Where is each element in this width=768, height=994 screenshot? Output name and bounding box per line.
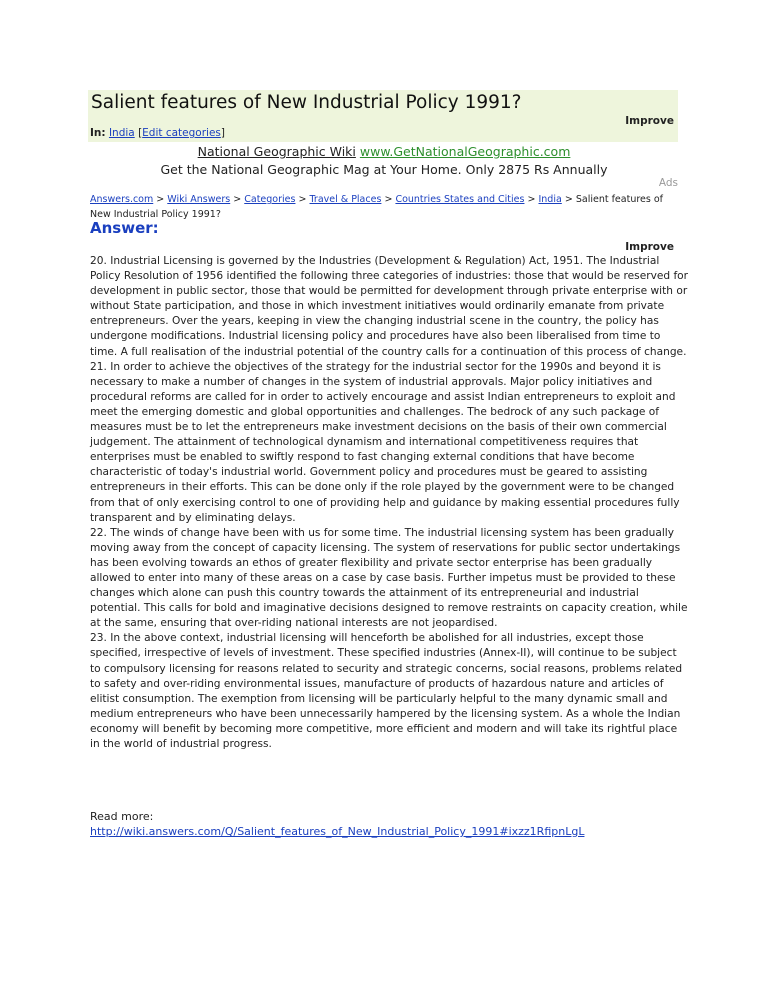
answer-paragraph: 22. The winds of change have been with us for some time. The industrial licensing system has been gradually moving away from the concept of capacity licensing. The system of reservations for public sector undertakings has been evolving towards an ethos of greater flexibility and private sector enterprise has been gradually allowed to enter into many of these areas on a case by case basis. Further impetus must be provided to these changes which alone can push this country towards the attainment of its entrepreneurial and industrial potential. This calls for bold and imaginative decisions designed to remove restraints on capacity creation, while at the same, ensuring that over-riding national interests are not jeopardised. (90, 526, 688, 630)
breadcrumb-separator: > (233, 194, 242, 205)
answer-body (90, 254, 690, 752)
ad-title-link[interactable]: National Geographic Wiki (197, 144, 356, 159)
ads-label[interactable]: Ads (658, 177, 678, 189)
question-title: Salient features of New Industrial Policy 1991? (91, 92, 522, 113)
breadcrumb-item-countries-states-cities[interactable]: Countries States and Cities (395, 194, 525, 205)
breadcrumb-item-wiki-answers[interactable]: Wiki Answers (167, 194, 231, 205)
improve-question-link[interactable]: Improve (625, 115, 674, 127)
ad-headline (0, 144, 768, 159)
breadcrumb-item-answers-com[interactable]: Answers.com (90, 194, 154, 205)
improve-answer-link[interactable]: Improve (625, 241, 674, 253)
answer-paragraph: 23. In the above context, industrial licensing will henceforth be abolished for all industries, except those specified, irrespective of levels of investment. These specified industries (Annex-II), will continue to be subject to compulsory licensing for reasons related to security and strategic concerns, social reasons, problems related to safety and over-riding environmental issues, manufacture of products of hazardous nature and articles of elitist consumption. The exemption from licensing will be particularly helpful to the many dynamic small and medium entrepreneurs who have been unnecessarily hampered by the licensing system. As a whole the Indian economy will benefit by becoming more competitive, more efficient and modern and will take its rightful place in the world of industrial progress. (90, 632, 683, 750)
category-link-india[interactable]: India (108, 127, 135, 139)
bracket-close: ] (220, 127, 225, 139)
ad-url-link[interactable]: www.GetNationalGeographic.com (359, 144, 571, 159)
answer-paragraph: 21. In order to achieve the objectives of the strategy for the industrial sector for the 1990s and beyond it is necessary to make a number of changes in the system of industrial approvals. Major policy initiatives and procedural reforms are called for in order to actively encourage and assist Indian entrepreneurs to exploit and meet the emerging domestic and global opportunities and challenges. The bedrock of any such package of measures must be to let the entrepreneurs make investment decisions on the basis of their own commercial judgement. The attainment of technological dynamism and international competitiveness requires that enterprises must be enabled to swiftly respond to fast changing external conditions that have become characteristic of today's industrial world. Government policy and procedures must be geared to assisting entrepreneurs in their efforts. This can be done only if the role played by the government were to be changed from that of only exercising control to one of providing help and guidance by making essential procedures fully transparent and by eliminating delays. (90, 360, 680, 524)
breadcrumb-separator: > (527, 194, 536, 205)
breadcrumb-current: Salient features of New Industrial Policy 1991? (90, 194, 664, 220)
breadcrumb-item-india[interactable]: India (538, 194, 562, 205)
read-more (90, 809, 584, 839)
answer-heading: Answer: (90, 219, 159, 237)
breadcrumb-item-travel-places[interactable]: Travel & Places (309, 194, 382, 205)
read-more-url-link[interactable]: http://wiki.answers.com/Q/Salient_features_of_New_Industrial_Policy_1991#ixzz1RfipnLgL (90, 825, 585, 838)
edit-categories-link[interactable]: Edit categories (142, 127, 221, 139)
breadcrumb-separator: > (156, 194, 165, 205)
in-label: In: (90, 127, 106, 139)
ad-text: Get the National Geographic Mag at Your Home. Only 2875 Rs Annually (160, 162, 608, 177)
bracket-open: [ (138, 127, 143, 139)
read-more-label: Read more: (90, 810, 154, 823)
breadcrumb-separator: > (384, 194, 393, 205)
category-line (90, 127, 225, 139)
breadcrumb-separator: > (298, 194, 307, 205)
breadcrumb-item-categories[interactable]: Categories (244, 194, 296, 205)
breadcrumb-separator: > (564, 194, 573, 205)
breadcrumb (90, 192, 680, 222)
answer-paragraph: 20. Industrial Licensing is governed by the Industries (Development & Regulation) Act, 1951. The Industrial Policy Resolution of 1956 identified the following three categories of industries: those that would be reserved for development in public sector, those that would be permitted for development through private enterprise with or without State participation, and those in which investment initiatives would ordinarily emanate from private entrepreneurs. Over the years, keeping in view the changing industrial scene in the country, the policy has undergone modifications. Industrial licensing policy and procedures have also been liberalised from time to time. A full realisation of the industrial potential of the country calls for a continuation of this process of change. (90, 255, 689, 358)
